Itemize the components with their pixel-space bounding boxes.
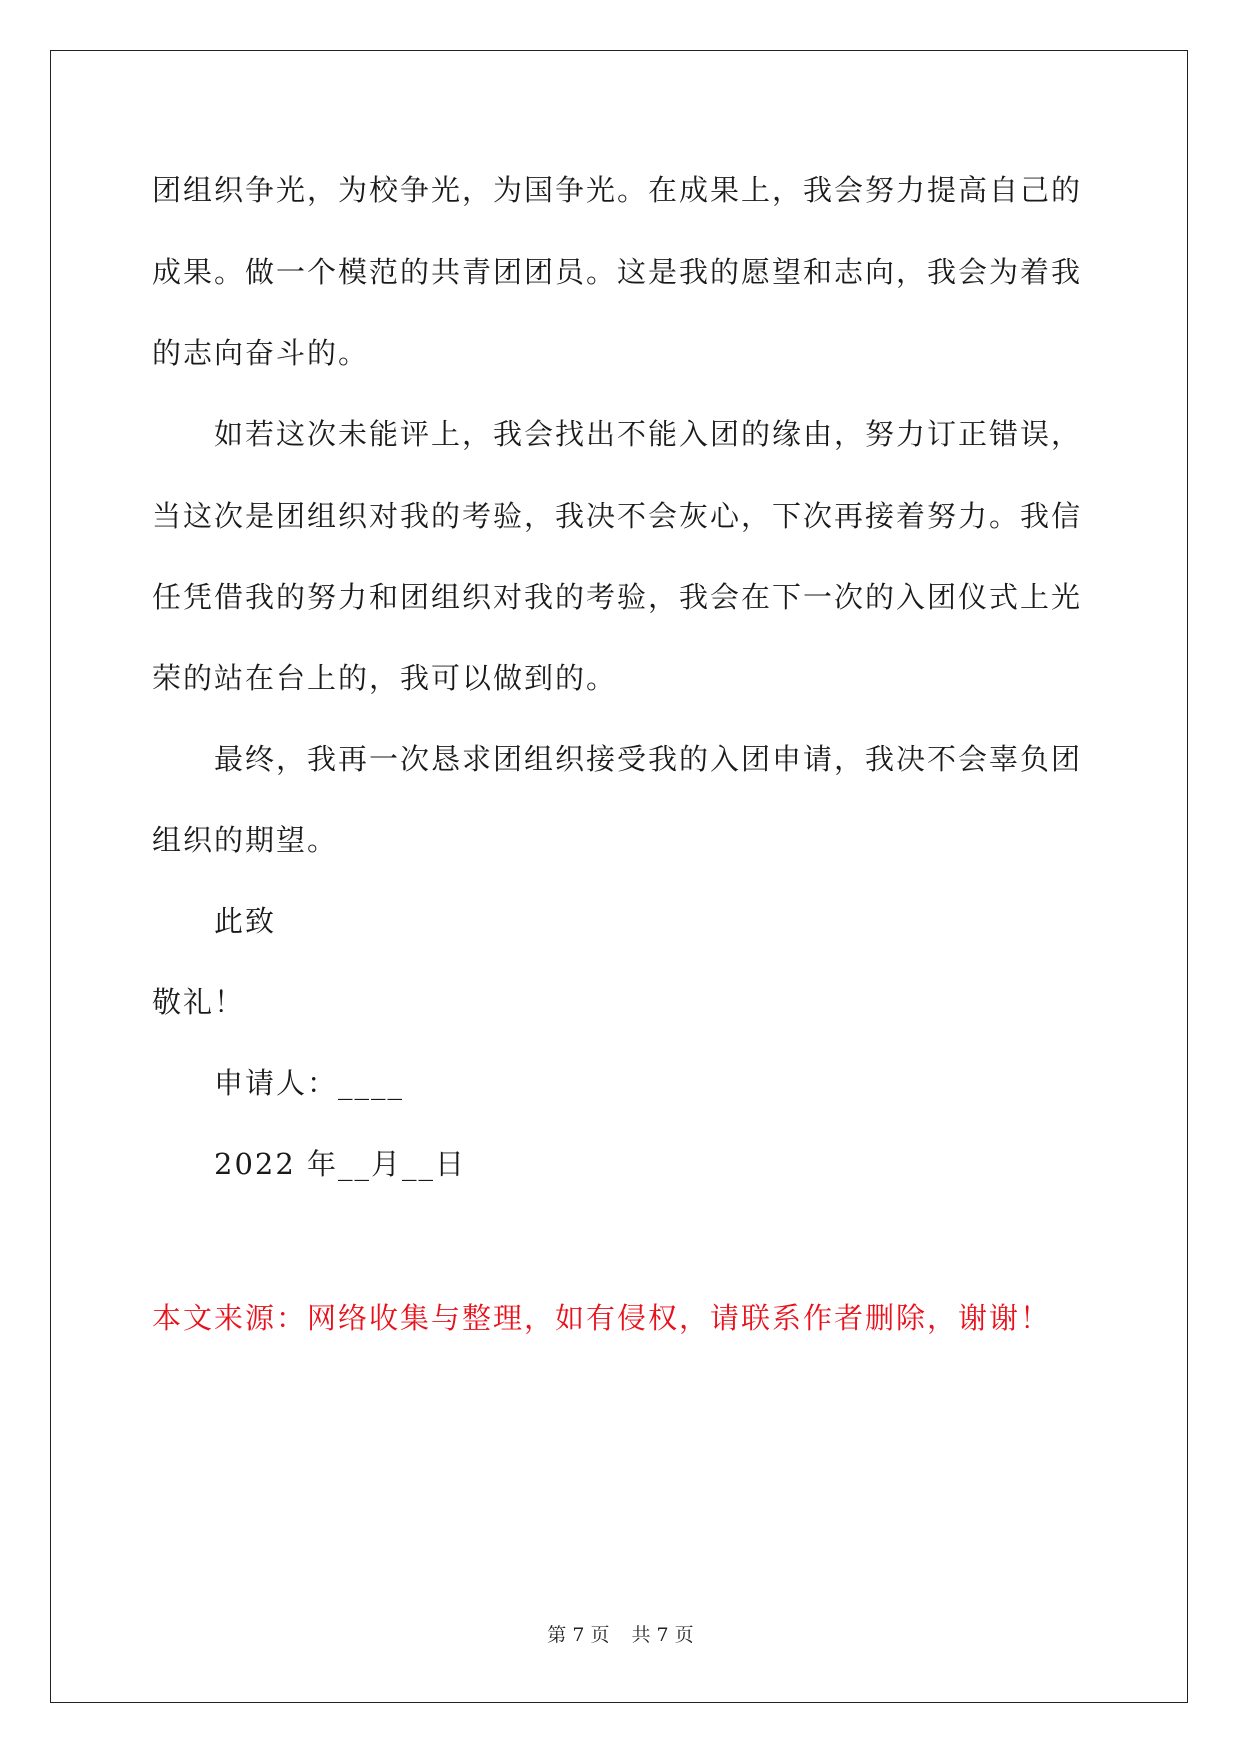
source-disclaimer: 本文来源：网络收集与整理，如有侵权，请联系作者删除，谢谢！ <box>152 1301 1052 1335</box>
applicant-signature: 申请人：____ <box>214 1066 405 1100</box>
page-total: 共 7 页 <box>631 1624 694 1646</box>
page-frame <box>50 50 1188 1703</box>
date-line: 2022 年__月__日 <box>214 1147 467 1181</box>
body-line: 成果。做一个模范的共青团团员。这是我的愿望和志向，我会为着我 <box>152 255 1083 289</box>
paragraph-first-line: 最终，我再一次恳求团组织接受我的入团申请，我决不会辜负团 <box>214 742 1083 776</box>
closing-salutation: 此致 <box>214 904 277 938</box>
paragraph-first-line: 如若这次未能评上，我会找出不能入团的缘由，努力订正错误， <box>214 417 1083 451</box>
body-line: 组织的期望。 <box>152 823 339 857</box>
body-line: 当这次是团组织对我的考验，我决不会灰心，下次再接着努力。我信 <box>152 499 1083 533</box>
body-line: 的志向奋斗的。 <box>152 336 370 370</box>
closing-regards: 敬礼！ <box>152 985 246 1019</box>
body-line: 荣的站在台上的，我可以做到的。 <box>152 661 618 695</box>
page-footer <box>0 1622 1241 1648</box>
page-number: 第 7 页 <box>547 1624 610 1646</box>
body-line: 团组织争光，为校争光，为国争光。在成果上，我会努力提高自己的 <box>152 173 1083 207</box>
body-line: 任凭借我的努力和团组织对我的考验，我会在下一次的入团仪式上光 <box>152 580 1083 614</box>
